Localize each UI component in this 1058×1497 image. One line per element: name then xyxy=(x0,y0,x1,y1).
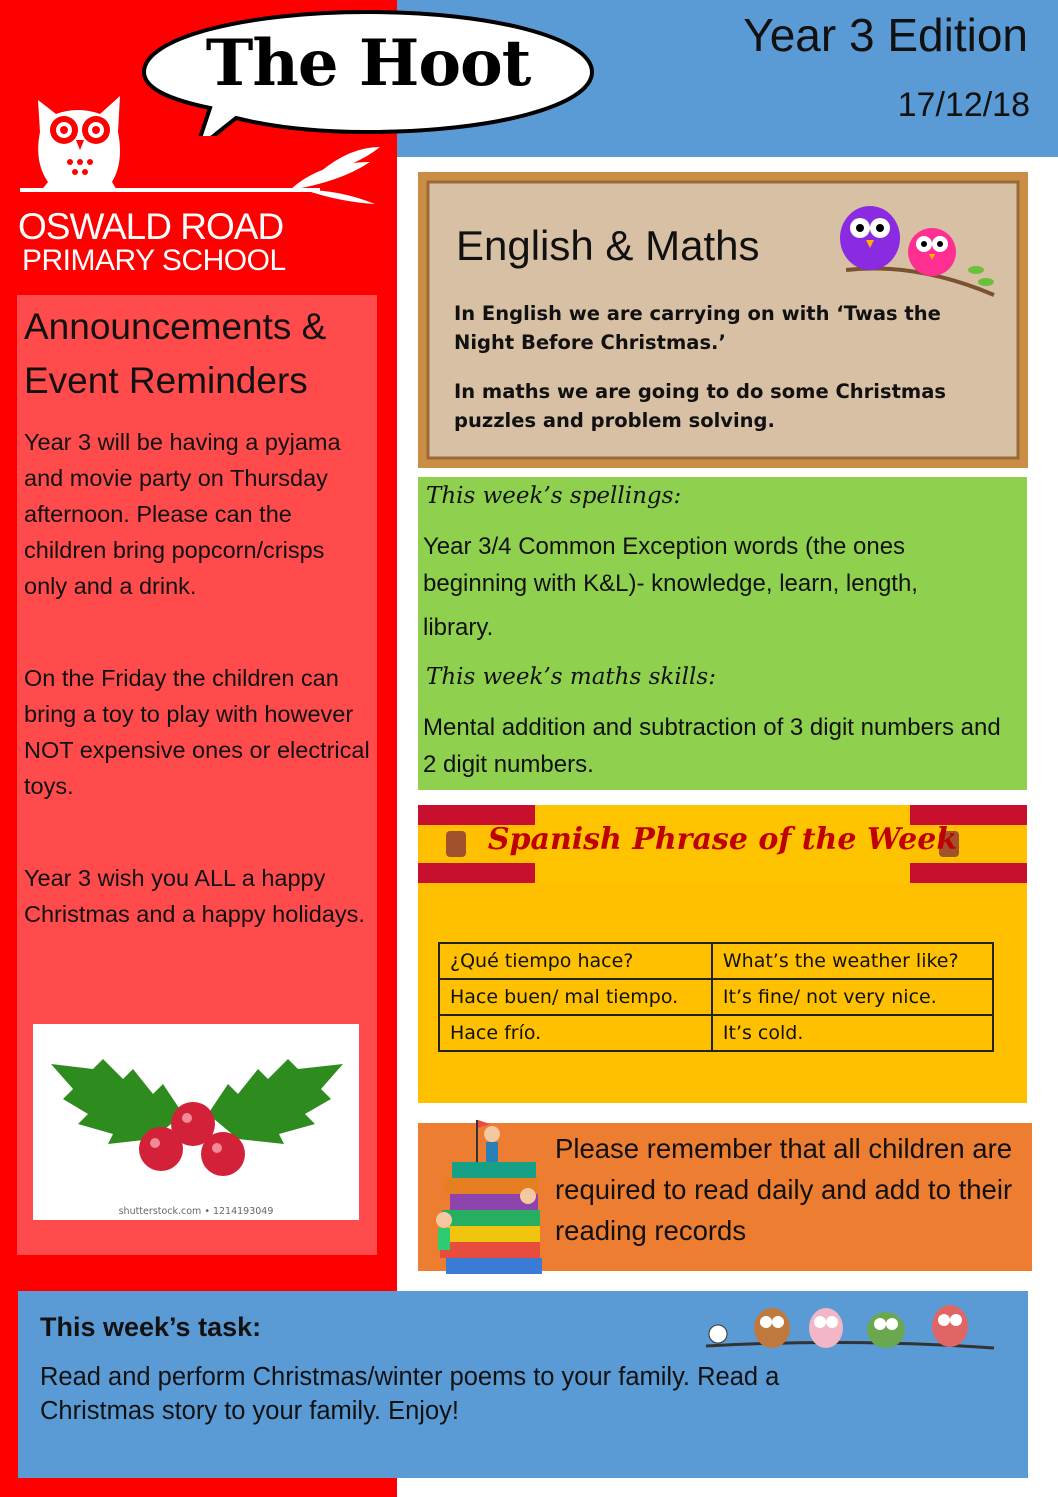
task-title: This week’s task: xyxy=(40,1312,262,1342)
spellings-text-continued: library. xyxy=(423,614,494,641)
issue-date: 17/12/18 xyxy=(897,86,1030,124)
book-stack-icon xyxy=(432,1112,550,1278)
spanish-phrase: Hace frío. xyxy=(439,1015,712,1051)
english-translation: It’s fine/ not very nice. xyxy=(712,979,993,1015)
spellings-heading: This week’s spellings: xyxy=(426,483,682,509)
english-text: In English we are carrying on with ‘Twas the Night Before Christmas.’ xyxy=(454,302,941,354)
announcement-item: On the Friday the children can bring a toy to play with however NOT expensive ones or electrical toys. xyxy=(24,665,370,799)
maths-skills-heading: This week’s maths skills: xyxy=(426,664,716,690)
edition-label: Year 3 Edition xyxy=(743,9,1028,61)
maths-text: In maths we are going to do some Christmas puzzles and problem solving. xyxy=(454,380,946,432)
task-text: Read and perform Christmas/winter poems to your family. Read a Christmas story to your family. Enjoy! xyxy=(40,1363,780,1425)
english-translation: It’s cold. xyxy=(712,1015,993,1051)
spanish-phrase-table xyxy=(438,942,994,1052)
school-name: OSWALD ROAD xyxy=(18,206,284,247)
announcement-item: Year 3 wish you ALL a happy Christmas and a happy holidays. xyxy=(24,865,365,927)
english-translation: What’s the weather like? xyxy=(712,943,993,979)
spanish-title: Spanish Phrase of the Week xyxy=(487,822,958,857)
holly-image xyxy=(33,1024,359,1220)
school-name-sub: PRIMARY SCHOOL xyxy=(22,244,286,277)
announcement-item: Year 3 will be having a pyjama and movie party on Thursday afternoon. Please can the children bring popcorn/crisps only and a drink. xyxy=(24,429,341,599)
spellings-text: Year 3/4 Common Exception words (the ones beginning with K&L)- knowledge, learn, length, xyxy=(423,533,918,597)
reading-reminder: Please remember that all children are required to read daily and add to their reading records xyxy=(555,1133,1013,1246)
english-maths-title: English & Maths xyxy=(456,222,760,269)
newsletter-title: The Hoot xyxy=(205,26,531,101)
table-row xyxy=(439,979,993,1015)
spanish-phrase: ¿Qué tiempo hace? xyxy=(439,943,712,979)
spanish-phrase: Hace buen/ mal tiempo. xyxy=(439,979,712,1015)
table-row xyxy=(439,1015,993,1051)
table-row xyxy=(439,943,993,979)
owls-on-branch-icon xyxy=(836,200,998,300)
holly-icon xyxy=(33,1024,359,1220)
owl-logo-icon xyxy=(20,92,380,204)
owl-row-icon xyxy=(704,1298,996,1358)
image-credit: shutterstock.com • 1214193049 xyxy=(118,1206,274,1217)
announcements-title: Announcements & Event Reminders xyxy=(24,306,327,401)
maths-skills-text: Mental addition and subtraction of 3 digit numbers and 2 digit numbers. xyxy=(423,714,1001,778)
